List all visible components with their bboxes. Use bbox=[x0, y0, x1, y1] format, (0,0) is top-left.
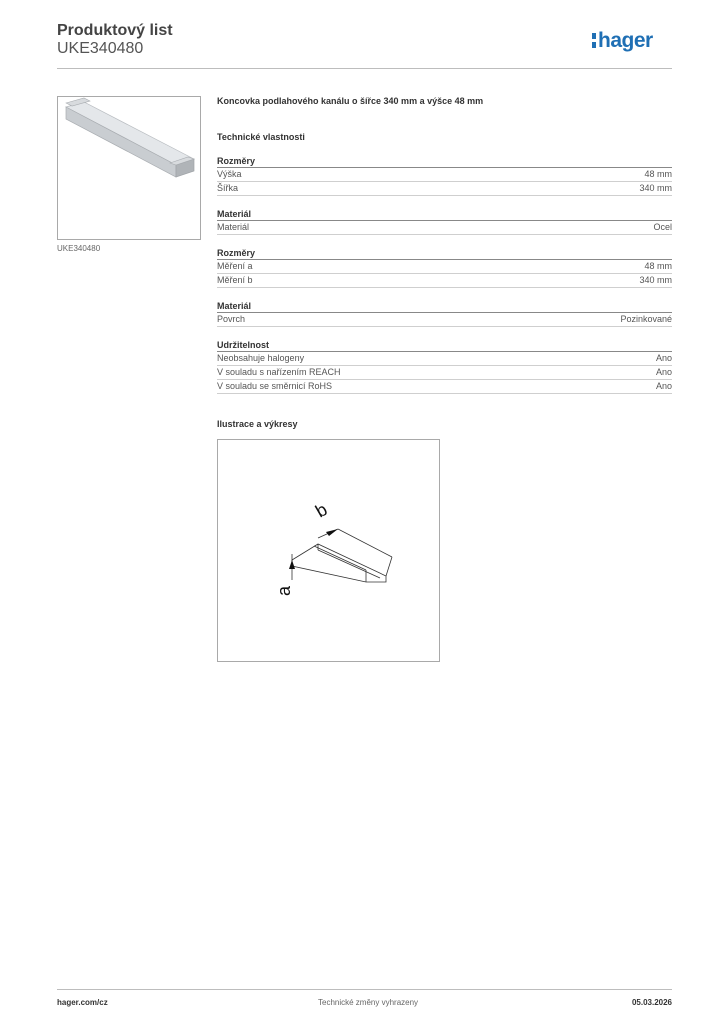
logo-text: hager bbox=[598, 29, 653, 52]
property-group bbox=[217, 208, 672, 235]
page-title: Produktový list bbox=[57, 22, 173, 39]
technical-content bbox=[217, 95, 672, 394]
technical-drawing-svg bbox=[218, 440, 439, 661]
property-label: Měření a bbox=[217, 261, 253, 271]
property-row bbox=[217, 366, 672, 380]
property-label: Neobsahuje halogeny bbox=[217, 353, 305, 363]
product-image-drawing bbox=[58, 97, 200, 239]
footer-date: 05.03.2026 bbox=[631, 998, 672, 1007]
property-label: V souladu s nařízením REACH bbox=[217, 367, 341, 377]
logo-colon-mark bbox=[592, 33, 596, 48]
property-value: Ocel bbox=[653, 222, 672, 232]
footer-website-link[interactable]: hager.com/cz bbox=[57, 998, 108, 1007]
property-value: Pozinkované bbox=[620, 314, 672, 324]
property-label: Povrch bbox=[217, 314, 246, 324]
product-description: Koncovka podlahového kanálu o šířce 340 mm a výšce 48 mm bbox=[217, 96, 484, 106]
property-group bbox=[217, 300, 672, 327]
footer-divider bbox=[57, 989, 672, 990]
property-row bbox=[217, 221, 672, 235]
property-row bbox=[217, 182, 672, 196]
property-row bbox=[217, 380, 672, 394]
property-row bbox=[217, 274, 672, 288]
group-title: Materiál bbox=[217, 208, 672, 221]
property-row bbox=[217, 260, 672, 274]
property-row bbox=[217, 313, 672, 327]
header-divider bbox=[57, 68, 672, 69]
product-image bbox=[57, 96, 201, 240]
property-value: 340 mm bbox=[639, 183, 672, 193]
property-label: Měření b bbox=[217, 275, 253, 285]
property-value: Ano bbox=[655, 353, 672, 363]
product-image-caption: UKE340480 bbox=[57, 244, 101, 253]
footer-note: Technické změny vyhrazeny bbox=[318, 998, 419, 1007]
property-label: Výška bbox=[217, 169, 242, 179]
property-group bbox=[217, 339, 672, 394]
property-value: 48 mm bbox=[644, 169, 672, 179]
illustrations-heading: Ilustrace a výkresy bbox=[217, 419, 298, 429]
property-value: 340 mm bbox=[639, 275, 672, 285]
group-title: Udržitelnost bbox=[217, 339, 672, 352]
property-value: 48 mm bbox=[644, 261, 672, 271]
property-label: Materiál bbox=[217, 222, 250, 232]
group-title: Rozměry bbox=[217, 155, 672, 168]
dimension-b-label: b bbox=[312, 499, 331, 522]
group-title: Rozměry bbox=[217, 247, 672, 260]
property-row bbox=[217, 168, 672, 182]
group-title: Materiál bbox=[217, 300, 672, 313]
property-row bbox=[217, 352, 672, 366]
technical-properties-heading: Technické vlastnosti bbox=[217, 132, 305, 142]
hager-logo bbox=[592, 29, 653, 53]
property-label: V souladu se směrnicí RoHS bbox=[217, 381, 333, 391]
property-group bbox=[217, 155, 672, 196]
product-code: UKE340480 bbox=[57, 40, 144, 57]
property-value: Ano bbox=[655, 367, 672, 377]
dimension-a-label: a bbox=[274, 585, 294, 596]
technical-drawing bbox=[217, 439, 440, 662]
property-value: Ano bbox=[655, 381, 672, 391]
property-label: Šířka bbox=[217, 183, 239, 193]
property-group bbox=[217, 247, 672, 288]
